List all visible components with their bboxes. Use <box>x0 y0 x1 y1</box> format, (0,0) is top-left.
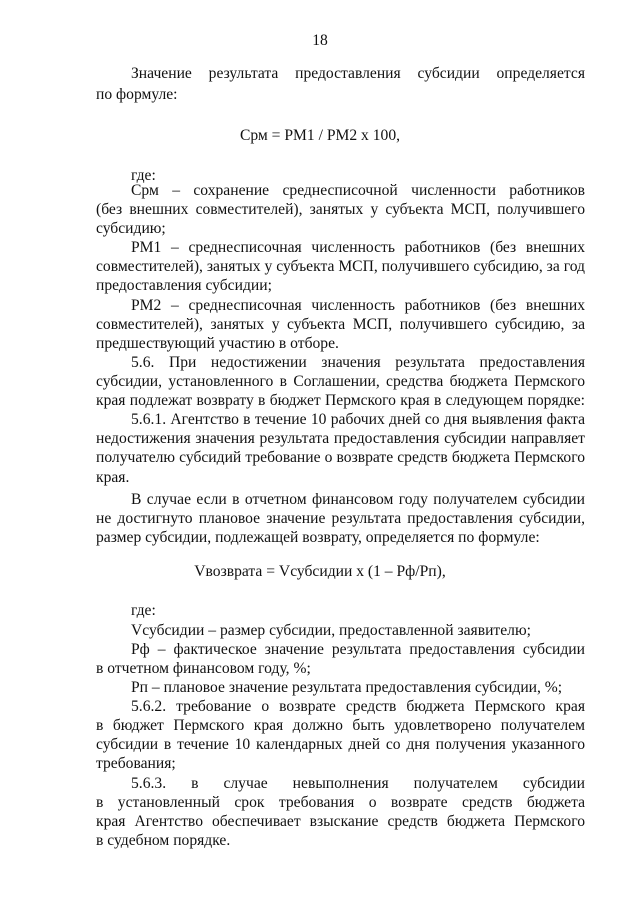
text-line: в бюджет Пермского края должно быть удовлетворено получателем <box>96 717 585 734</box>
text-line: Vсубсидии – размер субсидии, предоставленной заявителю; <box>131 622 531 639</box>
text-line: В случае если в отчетном финансовом году получателем субсидии <box>131 491 585 508</box>
text-line: Значение результата предоставления субсидии определяется <box>131 65 585 82</box>
text-line: в отчетном финансовом году, %; <box>96 660 311 677</box>
text-line: по формуле: <box>96 86 178 103</box>
text-line: РМ2 – среднесписочная численность работников (без внешних <box>131 297 585 314</box>
text-line: Рп – плановое значение результата предоставления субсидии, %; <box>131 679 563 696</box>
text-line: предшествующий участию в отборе. <box>96 335 339 352</box>
text-line: размер субсидии, подлежащей возврату, определяется по формуле: <box>96 529 540 546</box>
text-line: субсидию; <box>96 220 166 237</box>
formula-line: Vвозврата = Vсубсидии х (1 – Рф/Рп), <box>194 563 446 580</box>
text-line: Срм – сохранение среднесписочной численности работников <box>131 182 585 199</box>
text-line: Рф – фактическое значение результата предоставления субсидии <box>131 641 585 658</box>
text-line: требования; <box>96 755 176 772</box>
text-line: 5.6.3. в случае невыполнения получателем субсидии <box>131 775 585 792</box>
text-line: где: <box>131 602 156 619</box>
text-line: в судебном порядке. <box>96 832 231 849</box>
text-line: 5.6.2. требование о возврате средств бюджета Пермского края <box>131 698 585 715</box>
text-line: не достигнуто плановое значение результата предоставления субсидии, <box>96 510 585 527</box>
text-line: края Агентство обеспечивает взыскание средств бюджета Пермского <box>96 813 585 830</box>
text-line: субсидии, установленного в Соглашении, средства бюджета Пермского <box>96 373 585 390</box>
text-line: недостижения значения результата предоставления субсидии направляет <box>96 430 585 447</box>
text-line: где: <box>131 167 156 184</box>
text-line: РМ1 – среднесписочная численность работников (без внешних <box>131 239 585 256</box>
text-line: края подлежат возврату в бюджет Пермского края в следующем порядке: <box>96 392 585 409</box>
page-number: 18 <box>312 32 328 49</box>
text-line: (без внешних совместителей), занятых у субъекта МСП, получившего <box>96 201 585 218</box>
text-line: 5.6.1. Агентство в течение 10 рабочих дней со дня выявления факта <box>131 411 585 428</box>
formula-line: Срм = РМ1 / РМ2 х 100, <box>239 127 401 144</box>
text-line: в установленный срок требования о возврате средств бюджета <box>96 794 585 811</box>
text-line: совместителей), занятых у субъекта МСП, получившего субсидию, за год <box>96 258 585 275</box>
text-line: субсидии в течение 10 календарных дней со дня получения указанного <box>96 736 585 753</box>
text-line: совместителей), занятых у субъекта МСП, получившего субсидию, за <box>96 316 585 333</box>
text-line: края. <box>96 469 130 486</box>
text-line: получателю субсидий требование о возврате средств бюджета Пермского <box>96 449 585 466</box>
text-line: 5.6. При недостижении значения результата предоставления <box>131 354 585 371</box>
text-line: предоставления субсидии; <box>96 277 272 294</box>
